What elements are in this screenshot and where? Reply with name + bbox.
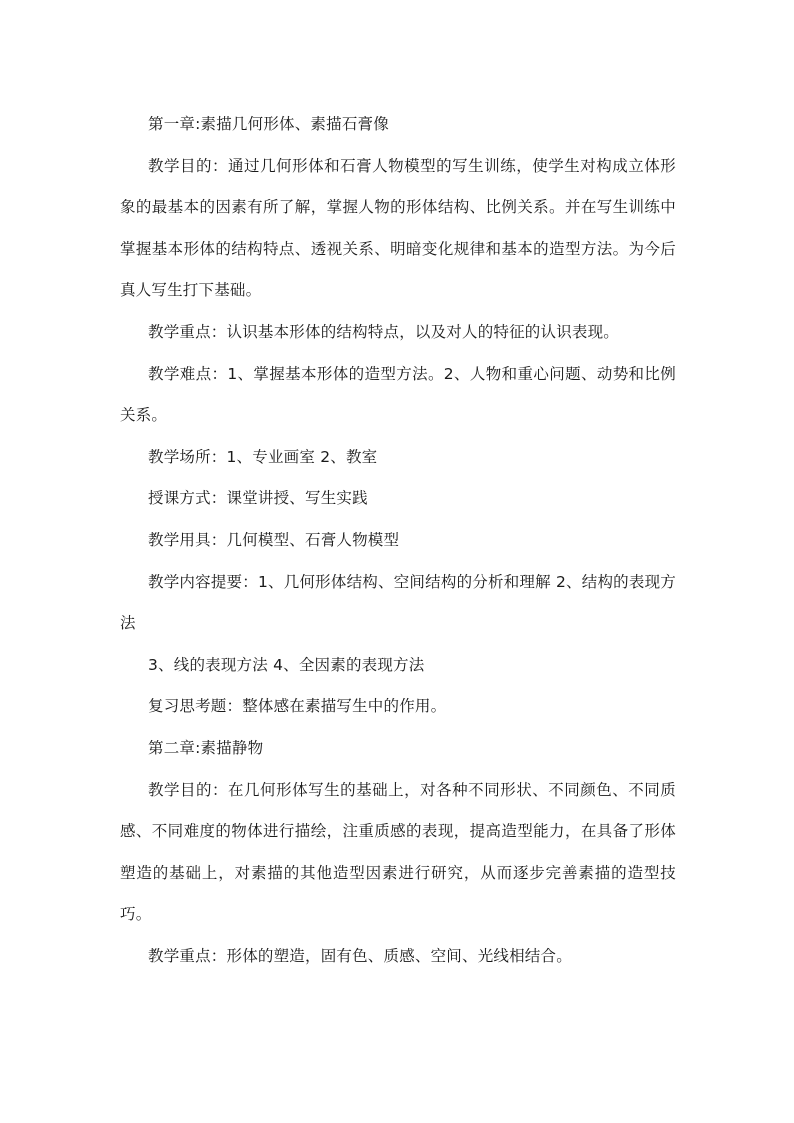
document-body xyxy=(120,104,676,977)
chapter-1-key-points: 教学重点：认识基本形体的结构特点，以及对人的特征的认识表现。 xyxy=(148,322,620,341)
chapter-1-review-question: 复习思考题：整体感在素描写生中的作用。 xyxy=(148,697,447,716)
chapter-2-title: 第二章:素描静物 xyxy=(148,738,264,757)
chapter-1-objective: 教学目的：通过几何形体和石膏人物模型的写生训练，使学生对构成立体形象的最基本的因素有所了解，掌握人物的形体结构、比例关系。并在写生训练中掌握基本形体的结构特点、透视关系、明暗变化规律和基本的造型方法。为今后真人写生打下基础。 xyxy=(120,156,676,300)
chapter-1-content-summary-cont: 3、线的表现方法 4、全因素的表现方法 xyxy=(148,655,425,674)
chapter-2-objective: 教学目的：在几何形体写生的基础上，对各种不同形状、不同颜色、不同质感、不同难度的物体进行描绘，注重质感的表现，提高造型能力，在具备了形体塑造的基础上，对素描的其他造型因素进行研究，从而逐步完善素描的造型技巧。 xyxy=(120,780,676,924)
chapter-1-teaching-tools: 教学用具：几何模型、石膏人物模型 xyxy=(148,530,400,549)
chapter-1-content-summary: 教学内容提要：1、几何形体结构、空间结构的分析和理解 2、结构的表现方法 xyxy=(120,572,676,633)
chapter-1-difficulties: 教学难点：1、掌握基本形体的造型方法。2、人物和重心问题、动势和比例关系。 xyxy=(120,364,676,425)
chapter-2-key-points: 教学重点：形体的塑造，固有色、质感、空间、光线相结合。 xyxy=(148,946,572,965)
chapter-1-title: 第一章:素描几何形体、素描石膏像 xyxy=(148,115,389,133)
chapter-1-venue: 教学场所：1、专业画室 2、教室 xyxy=(148,447,378,466)
chapter-1-teaching-method: 授课方式：课堂讲授、写生实践 xyxy=(148,489,368,508)
